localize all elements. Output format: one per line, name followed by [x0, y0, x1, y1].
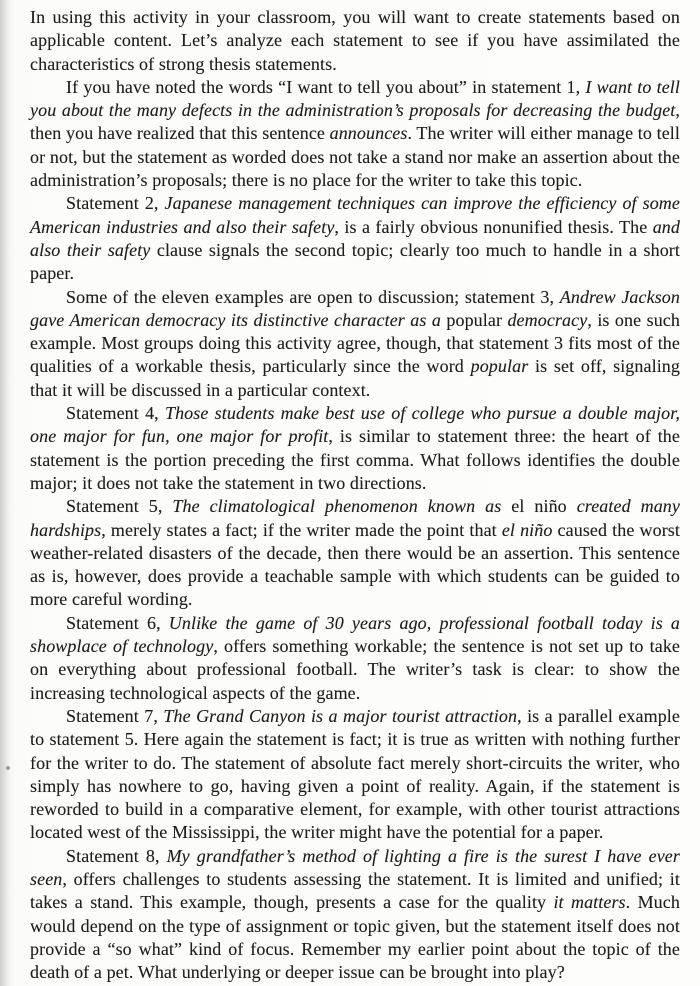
- paragraph: [30, 495, 680, 611]
- text-run: The climatological phenomenon known as: [172, 496, 512, 517]
- text-run: Some of the eleven examples are open to discussion; statement 3,: [66, 286, 560, 307]
- text-run: , is similar to statement three: the heart of the statement is the portion preceding the first comma. What follows identifies the double major; it does not take the statement in two directions.: [30, 426, 680, 493]
- scan-edge-shadow: [0, 0, 10, 986]
- paragraph: [30, 6, 680, 76]
- text-run: , merely states a fact; if the writer made the point that: [101, 519, 502, 540]
- text-run: , offers challenges to students assessing the statement. It is limited and unified; it takes a stand. This example, though, presents a case for the quality: [30, 868, 680, 913]
- text-run: democracy: [507, 309, 588, 330]
- text-run: , is one such example. Most groups doing this activity agree, though, that statement 3 fits most of the qualities of a workable thesis, particularly since the word: [30, 309, 680, 377]
- text-run: . The writer will either manage to tell or not, but the statement as worded does not take a stand nor make an assertion about the administration’s proposals; there is no place for the writer to take this topic.: [30, 123, 680, 191]
- paragraph: [30, 286, 680, 402]
- text-run: popular: [470, 356, 529, 377]
- text-run: In using this activity in your classroom, you will want to create statements based on applicable content. Let’s analyze each statement to see if you have assimilated the characteristics of strong thesis statements.: [30, 7, 680, 74]
- paragraph: [30, 845, 680, 985]
- paragraph: [30, 705, 680, 845]
- scan-speck: [6, 766, 10, 770]
- text-run: el niño: [501, 519, 553, 540]
- text-run: Andrew Jackson gave American democracy its distinctive character as a: [30, 286, 681, 330]
- text-run: , then you have realized that this sentence: [30, 100, 680, 144]
- text-run: . Much would depend on the type of assignment or topic given, but the statement itself does not provide a “so what” kind of focus. Remember my earlier point about the topic of the death of a pet. What underlying or deeper issue can be brought into play?: [30, 892, 680, 983]
- text-run: , is a fairly obvious nonunified thesis. The: [334, 216, 653, 237]
- text-run: is set off, signaling that it will be discussed in a particular context.: [30, 356, 680, 400]
- text-run: I want to tell you about the many defects in the administration’s proposals for decreasing the budget: [30, 76, 680, 121]
- text-run: Statement 7,: [66, 705, 164, 726]
- paragraph: [30, 192, 680, 285]
- text-run: My grandfather’s method of lighting a fire is the surest I have ever seen: [30, 845, 680, 889]
- text-run: If you have noted the words “I want to tell you about” in statement 1,: [66, 76, 586, 97]
- text-run: el niño: [511, 496, 577, 517]
- text-run: Statement 6,: [66, 612, 169, 633]
- text-run: clause signals the second topic; clearly too much to handle in a short paper.: [30, 239, 681, 284]
- paragraph: [30, 76, 680, 192]
- page-text: [30, 6, 680, 984]
- paragraph: [30, 402, 680, 495]
- text-run: The Grand Canyon is a major tourist attraction: [163, 705, 518, 726]
- text-run: it matters: [553, 892, 626, 913]
- text-run: Statement 5,: [66, 496, 173, 517]
- text-run: , offers something workable; the sentence is not set up to take on everything about professional football. The writer’s task is clear: to show the increasing technological aspects of the game.: [30, 636, 681, 703]
- paragraph: [30, 612, 680, 705]
- text-run: announces: [329, 123, 408, 144]
- text-run: Statement 2,: [66, 193, 165, 214]
- text-run: created many hardships: [30, 496, 680, 540]
- text-run: and also their safety: [30, 216, 680, 260]
- text-run: Those students make best use of college who pursue a double major, one major for fun, one major for profit: [30, 403, 680, 447]
- text-run: , is a parallel example to statement 5. Here again the statement is fact; it is true as written with nothing further for the writer to do. The statement of absolute fact merely short-circuits the writer, who simply has nowhere to go, having given a point of reality. Again, if the statement is reworded to build in a comparative element, for example, with other tourist attractions located west of the Mississippi, the writer might have the potential for a paper.: [30, 705, 680, 843]
- text-run: Statement 4,: [66, 403, 165, 424]
- text-run: popular: [446, 309, 508, 330]
- text-run: Japanese management techniques can improve the efficiency of some American industries and also their safety: [30, 193, 680, 237]
- text-run: caused the worst weather-related disasters of the decade, then there would be an assertion. This sentence as is, however, does provide a teachable sample with which students can be guided to more careful wording.: [30, 519, 680, 610]
- text-run: Unlike the game of 30 years ago, professional football today is a showplace of technology: [30, 612, 680, 657]
- text-run: Statement 8,: [66, 845, 167, 866]
